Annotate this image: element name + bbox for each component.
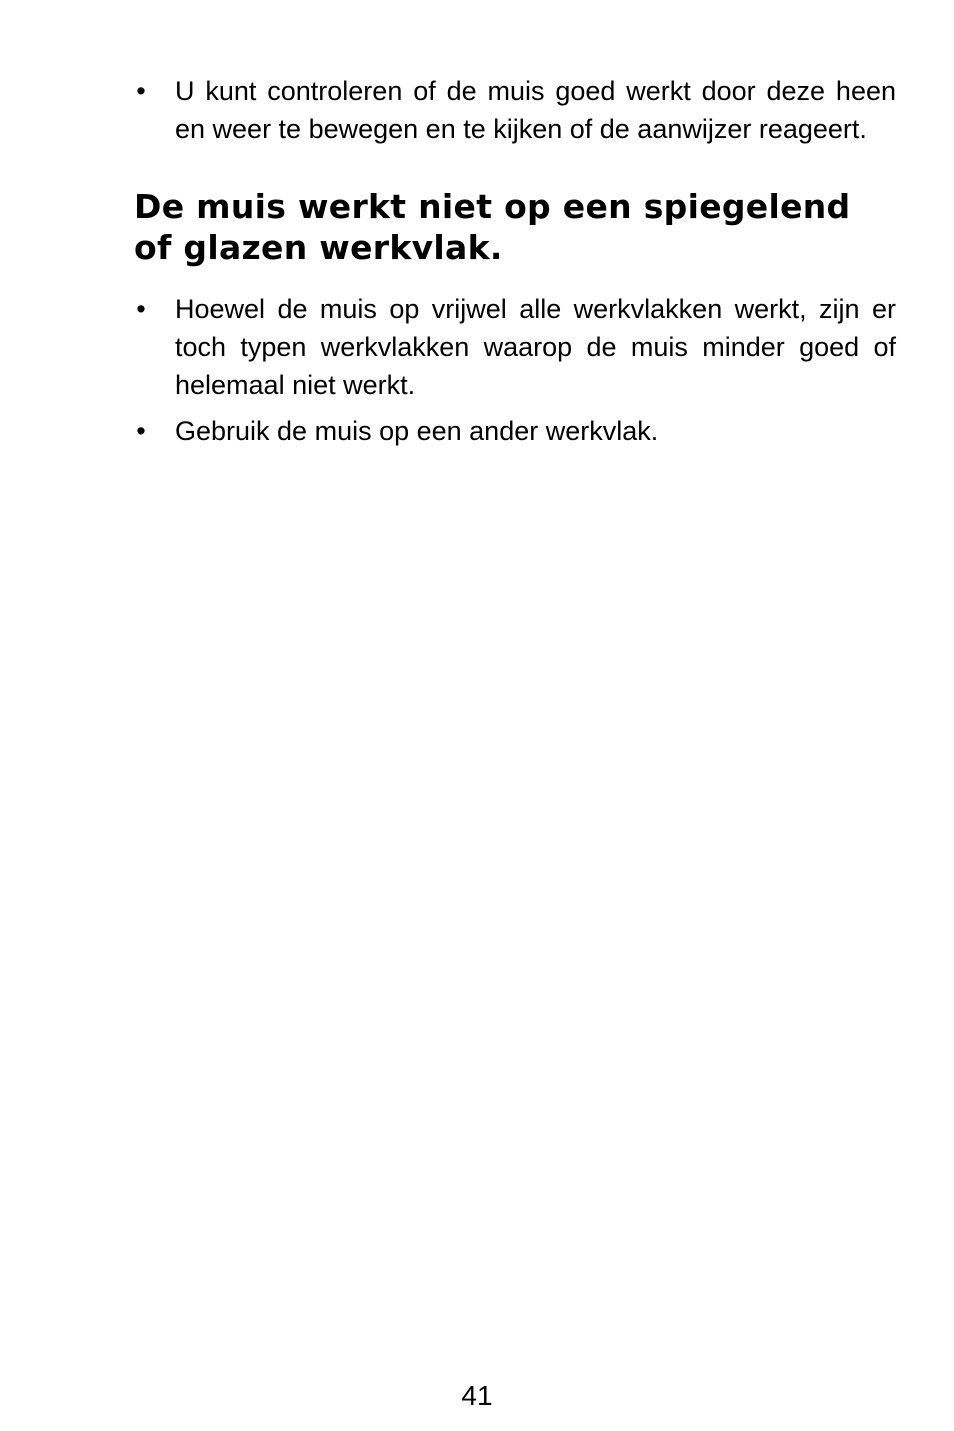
intro-bullet-list [134, 72, 896, 148]
section-bullet-list [134, 290, 896, 450]
list-item [134, 412, 896, 450]
list-item [134, 290, 896, 404]
list-item-text: Gebruik de muis op een ander werkvlak. [175, 416, 659, 446]
page-content [134, 72, 896, 458]
list-item-text: U kunt controleren of de muis goed werkt door deze heen en weer te bewegen en te kijken of de aanwijzer reageert. [175, 76, 896, 144]
list-item-text: Hoewel de muis op vrijwel alle werkvlakken werkt, zijn er toch typen werkvlakken waarop de muis minder goed of helemaal niet werkt. [175, 294, 896, 400]
page-number: 41 [461, 1380, 493, 1411]
section-heading: De muis werkt niet op een spiegelend of glazen werkvlak. [134, 187, 851, 267]
bullet-icon: • [136, 416, 146, 446]
list-item [134, 72, 896, 148]
bullet-icon: • [136, 76, 146, 106]
bullet-icon: • [136, 294, 146, 324]
